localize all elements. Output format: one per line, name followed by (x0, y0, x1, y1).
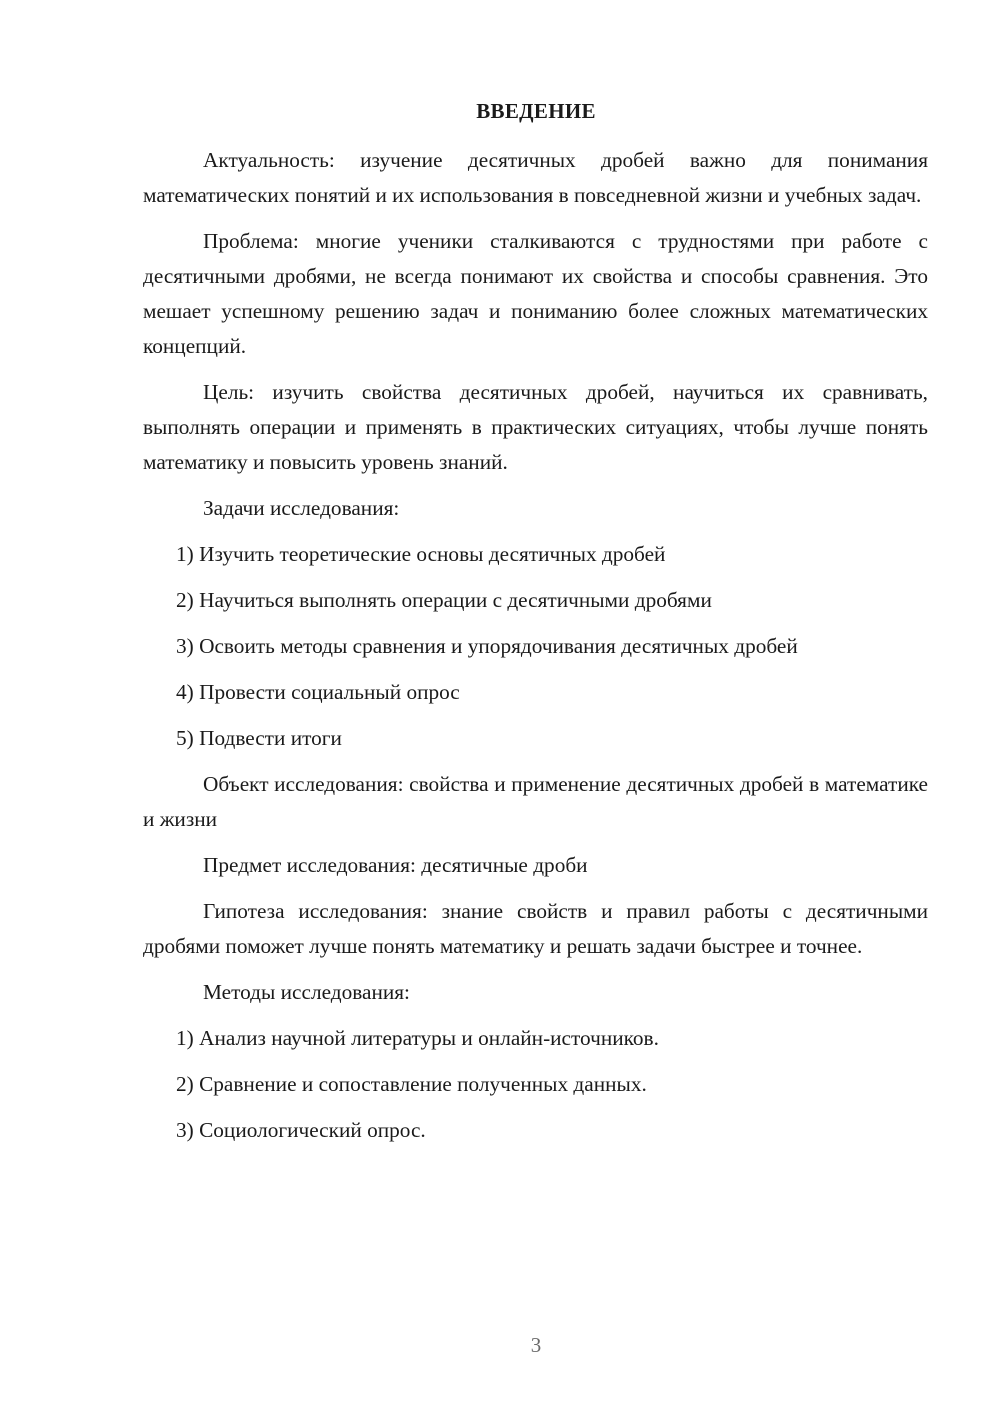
page-number: 3 (530, 1333, 542, 1357)
list-item: 3) Социологический опрос. (176, 1118, 426, 1142)
object-paragraph: Объект исследования: свойства и применение десятичных дробей в математике и жизни (143, 772, 928, 831)
list-item: 2) Научиться выполнять операции с десятичными дробями (176, 588, 712, 612)
relevance-paragraph: Актуальность: изучение десятичных дробей важно для понимания математических понятий и их использования в повседневной жизни и учебных задач. (143, 148, 928, 207)
list-item: 3) Освоить методы сравнения и упорядочивания десятичных дробей (176, 634, 798, 658)
list-item: 5) Подвести итоги (176, 726, 342, 750)
tasks-list (143, 537, 928, 756)
list-item: 2) Сравнение и сопоставление полученных данных. (176, 1072, 647, 1096)
methods-heading: Методы исследования: (203, 980, 410, 1004)
document-body (143, 143, 928, 1159)
methods-list (143, 1021, 928, 1148)
hypothesis-paragraph: Гипотеза исследования: знание свойств и правил работы с десятичными дробями поможет лучше понять математику и решать задачи быстрее и точнее. (143, 899, 928, 958)
list-item: 1) Анализ научной литературы и онлайн-источников. (176, 1026, 659, 1050)
problem-paragraph: Проблема: многие ученики сталкиваются с трудностями при работе с десятичными дробями, не всегда понимают их свойства и способы сравнения. Это мешает успешному решению задач и пониманию более сложных математических концепций. (143, 229, 928, 358)
tasks-heading: Задачи исследования: (203, 496, 400, 520)
list-item: 4) Провести социальный опрос (176, 680, 460, 704)
goal-paragraph: Цель: изучить свойства десятичных дробей, научиться их сравнивать, выполнять операции и применять в практических ситуациях, чтобы лучше понять математику и повысить уровень знаний. (143, 380, 928, 474)
section-title: ВВЕДЕНИЕ (476, 99, 596, 123)
list-item: 1) Изучить теоретические основы десятичных дробей (176, 542, 666, 566)
subject-paragraph: Предмет исследования: десятичные дроби (203, 853, 588, 877)
